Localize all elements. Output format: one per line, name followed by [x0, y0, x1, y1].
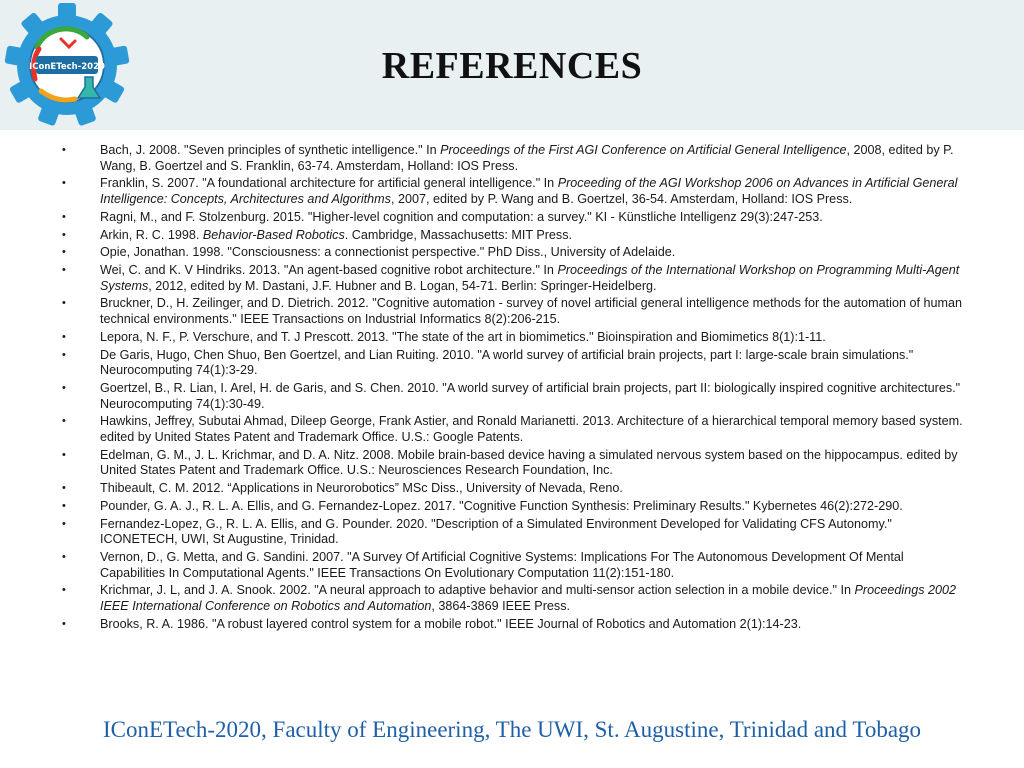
bullet-icon: • [62, 617, 66, 630]
bullet-icon: • [62, 348, 66, 361]
bullet-icon: • [62, 228, 66, 241]
reference-item [54, 381, 969, 412]
reference-venue-italic: Proceedings of the International Workshop on Programming Multi-Agent Systems [100, 263, 960, 293]
reference-item [54, 330, 969, 346]
reference-text: Lepora, N. F., P. Verschure, and T. J Prescott. 2013. "The state of the art in biomimetics." Bioinspiration and Biomimetics 8(1):1-11. [100, 329, 826, 344]
reference-item [54, 348, 969, 379]
reference-text: De Garis, Hugo, Chen Shuo, Ben Goertzel, and Lian Ruiting. 2010. "A world survey of artificial brain projects, part I: large-scale brain simulations." Neurocomputing 74(1):3-29. [100, 347, 914, 378]
reference-text: Hawkins, Jeffrey, Subutai Ahmad, Dileep George, Frank Astier, and Ronald Marianetti. 2013. Architecture of a hierarchical temporal memory based system. edited by United States Patent and Trademark Office. U.S.: Google Patents. [100, 414, 963, 444]
reference-item [54, 481, 969, 497]
bullet-icon: • [62, 210, 66, 223]
reference-item [54, 517, 969, 548]
reference-venue-italic: Proceedings 2002 IEEE International Conference on Robotics and Automation [100, 583, 957, 614]
reference-item [54, 550, 969, 581]
page-title: REFERENCES [381, 45, 643, 87]
reference-text: . Cambridge, Massachusetts: MIT Press. [344, 227, 573, 242]
logo-text: IConETech-2020 [29, 62, 105, 72]
reference-text: Vernon, D., G. Metta, and G. Sandini. 2007. "A Survey Of Artificial Cognitive Systems: Implications For The Autonomous Development Of Mental Capabilities In Computational Agents." IEEE Transactions On Evolutionary Computation 11(2):151-180. [100, 550, 904, 580]
bullet-icon: • [62, 482, 66, 495]
bullet-icon: • [62, 330, 66, 343]
reference-text: , 2008, edited by P. Wang, B. Goertzel and S. Franklin, 63-74. Amsterdam, Holland: IOS Press. [100, 143, 954, 173]
reference-item [54, 499, 969, 515]
reference-venue-italic: Proceedings of the First AGI Conference on Artificial General Intelligence [440, 143, 847, 157]
reference-venue-italic: Behavior-Based Robotics [202, 227, 345, 242]
reference-text: Goertzel, B., R. Lian, I. Arel, H. de Garis, and S. Chen. 2010. "A world survey of artificial brain projects, part II: biologically inspired cognitive architectures." Neurocomputing 74(1):30-49. [100, 381, 961, 411]
reference-item [54, 617, 969, 633]
slide-header [0, 0, 1024, 130]
reference-item [54, 228, 969, 244]
reference-list [54, 143, 969, 635]
bullet-icon: • [62, 551, 66, 564]
reference-text: Ragni, M., and F. Stolzenburg. 2015. "Higher-level cognition and computation: a survey." KI - Künstliche Intelligenz 29(3):247-253. [100, 209, 823, 224]
reference-text: Wei, C. and K. V Hindriks. 2013. "An agent-based cognitive robot architecture." In [100, 263, 558, 278]
reference-text: Bach, J. 2008. "Seven principles of synthetic intelligence." In [100, 143, 441, 157]
reference-item [54, 414, 969, 445]
reference-text: Pounder, G. A. J., R. L. A. Ellis, and G. Fernandez-Lopez. 2017. "Cognitive Function Synthesis: Preliminary Results." Kybernetes 46(2):272-290. [100, 498, 903, 513]
bullet-icon: • [62, 264, 66, 277]
bullet-icon: • [62, 584, 66, 597]
reference-text: Bruckner, D., H. Zeilinger, and D. Dietrich. 2012. "Cognitive automation - survey of novel artificial general intelligence methods for the automation of human technical environments." IEEE Transactions on Industrial Informatics 8(2):206-215. [100, 296, 962, 327]
bullet-icon: • [62, 144, 66, 156]
bullet-icon: • [62, 297, 66, 310]
bullet-icon: • [62, 415, 66, 428]
reference-text: Krichmar, J. L, and J. A. Snook. 2002. "A neural approach to adaptive behavior and multi-sensor action selection in a mobile device." In [100, 583, 855, 598]
reference-text: Fernandez-Lopez, G., R. L. A. Ellis, and G. Pounder. 2020. "Description of a Simulated Environment Developed for Validating CFS Autonomy." ICONETECH, UWI, St Augustine, Trinidad. [100, 516, 892, 547]
reference-text: Edelman, G. M., J. L. Krichmar, and D. A. Nitz. 2008. Mobile brain-based device having a simulated nervous system based on the hippocampus. edited by United States Patent and Trademark Office. U.S.: Neurosciences Research Foundation, Inc. [100, 447, 958, 478]
bullet-icon: • [62, 448, 66, 461]
reference-text: Franklin, S. 2007. "A foundational architecture for artificial general intelligence." In [100, 176, 558, 191]
reference-text: Brooks, R. A. 1986. "A robust layered control system for a mobile robot." IEEE Journal of Robotics and Automation 2(1):14-23. [100, 616, 802, 631]
bullet-icon: • [62, 177, 66, 190]
bullet-icon: • [62, 382, 66, 394]
reference-text: , 2007, edited by P. Wang and B. Goertzel, 36-54. Amsterdam, Holland: IOS Press. [390, 191, 853, 206]
reference-item [54, 263, 969, 294]
bullet-icon: • [62, 499, 66, 512]
reference-item [54, 176, 969, 207]
reference-item [54, 143, 969, 174]
reference-item [54, 296, 969, 327]
reference-text: Opie, Jonathan. 1998. "Consciousness: a connectionist perspective." PhD Diss., University of Adelaide. [100, 245, 676, 260]
reference-text: Arkin, R. C. 1998. [100, 227, 203, 242]
reference-venue-italic: Proceeding of the AGI Workshop 2006 on Advances in Artificial General Intelligence: Concepts, Architectures and Algorithms [100, 176, 958, 206]
reference-item [54, 210, 969, 226]
slide-footer: IConETech-2020, Faculty of Engineering, The UWI, St. Augustine, Trinidad and Tobago [102, 717, 922, 742]
bullet-icon: • [62, 517, 66, 530]
reference-item [54, 245, 969, 261]
reference-item [54, 583, 969, 614]
reference-text: Thibeault, C. M. 2012. “Applications in Neurorobotics” MSc Diss., University of Nevada, Reno. [100, 481, 623, 496]
reference-text: , 2012, edited by M. Dastani, J.F. Hubner and B. Logan, 54-71. Berlin: Springer-Heidelberg. [148, 278, 657, 293]
reference-item [54, 448, 969, 479]
bullet-icon: • [62, 246, 66, 259]
reference-text: , 3864-3869 IEEE Press. [431, 599, 570, 614]
